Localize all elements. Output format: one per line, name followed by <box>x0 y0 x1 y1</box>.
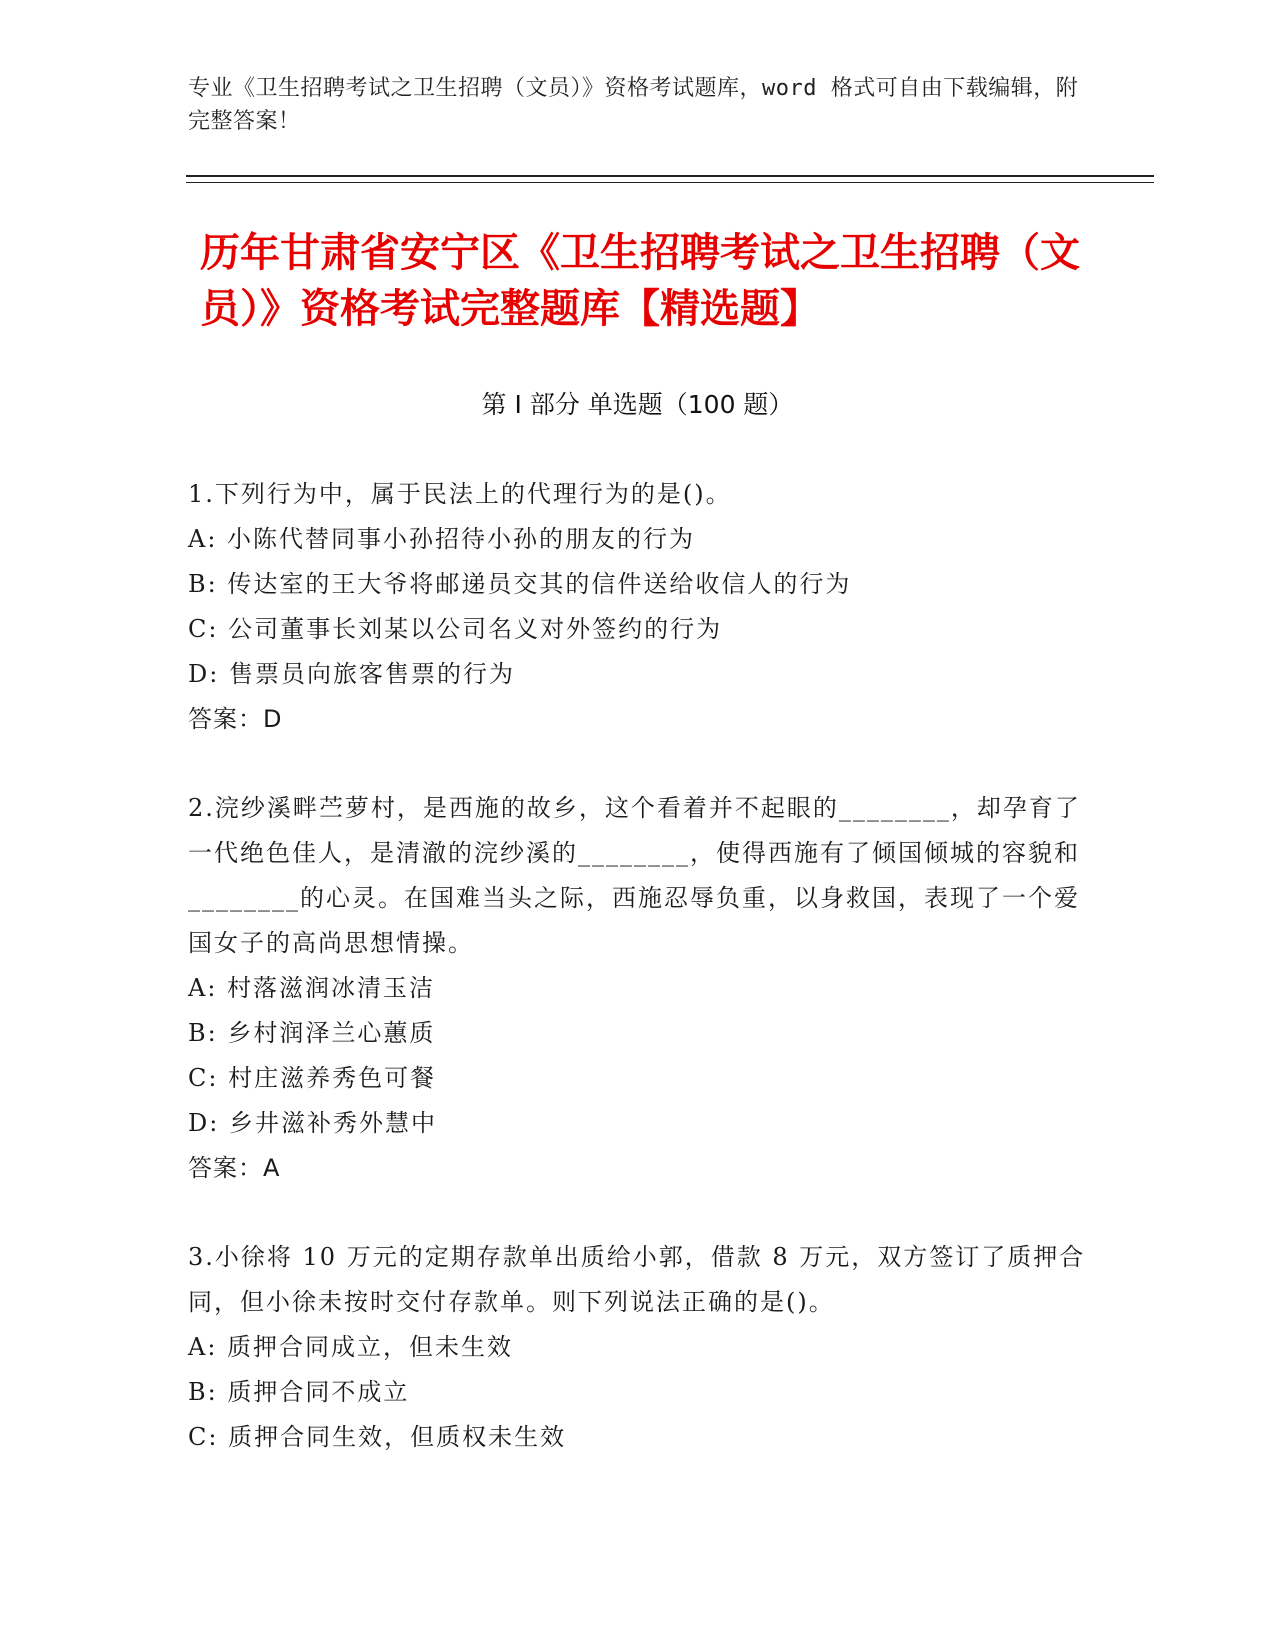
answer-line: 答案：A <box>188 1154 281 1182</box>
option-b: B: 质押合同不成立 <box>188 1378 410 1406</box>
header-note: 专业《卫生招聘考试之卫生招聘（文员）》资格考试题库，word 格式可自由下载编辑，附完整答案！ <box>188 76 1079 134</box>
question-item <box>188 786 1088 1191</box>
question-list <box>188 472 1088 1504</box>
document-title: 历年甘肃省安宁区《卫生招聘考试之卫生招聘（文员）》资格考试完整题库【精选题】 <box>200 230 1080 332</box>
header-divider-thin <box>186 182 1154 183</box>
question-stem: 1.下列行为中，属于民法上的代理行为的是()。 <box>188 480 732 508</box>
question-item <box>188 472 1088 742</box>
option-a: A: 村落滋润冰清玉洁 <box>188 974 436 1002</box>
question-stem: 3.小徐将 10 万元的定期存款单出质给小郭，借款 8 万元，双方签订了质押合同，但小徐未按时交付存款单。则下列说法正确的是()。 <box>188 1243 1086 1316</box>
option-b: B: 传达室的王大爷将邮递员交其的信件送给收信人的行为 <box>188 570 852 598</box>
option-c: C: 村庄滋养秀色可餐 <box>188 1064 437 1092</box>
answer-line: 答案：D <box>188 705 283 733</box>
option-a: A: 小陈代替同事小孙招待小孙的朋友的行为 <box>188 525 696 553</box>
option-c: C: 质押合同生效，但质权未生效 <box>188 1423 567 1451</box>
option-c: C: 公司董事长刘某以公司名义对外签约的行为 <box>188 615 723 643</box>
option-d: D: 乡井滋补秀外慧中 <box>188 1109 437 1137</box>
header-divider-thick <box>186 175 1154 177</box>
section-heading: 第 I 部分 单选题（100 题） <box>481 390 794 419</box>
option-a: A: 质押合同成立，但未生效 <box>188 1333 514 1361</box>
question-stem: 2.浣纱溪畔苎萝村，是西施的故乡，这个看着并不起眼的________，却孕育了一代绝色佳人，是清澈的浣纱溪的________，使得西施有了倾国倾城的容貌和________的心灵。在国难当头之际，西施忍辱负重，以身救国，表现了一个爱国女子的高尚思想情操。 <box>188 794 1081 957</box>
option-d: D: 售票员向旅客售票的行为 <box>188 660 515 688</box>
option-b: B: 乡村润泽兰心蕙质 <box>188 1019 436 1047</box>
question-item <box>188 1235 1088 1460</box>
